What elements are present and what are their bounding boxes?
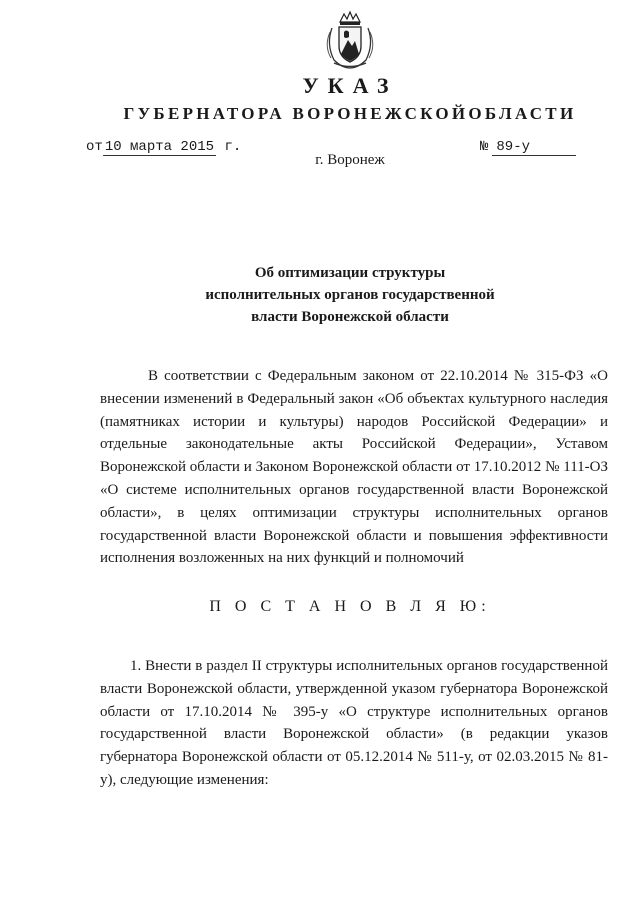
- number-symbol: №: [480, 139, 489, 155]
- document-subtitle: ГУБЕРНАТОРА ВОРОНЕЖСКОЙОБЛАСТИ: [123, 104, 577, 123]
- decree-subject: [0, 262, 640, 328]
- city-name: г. Воронеж: [315, 152, 385, 168]
- number-value: 89-у: [492, 140, 576, 156]
- preamble-paragraph: В соответствии с Федеральным законом от 22.10.2014 № 315-ФЗ «О внесении изменений в Федеральный закон «Об объектах культурного наследия (памятниках истории и культуры) народов Российской Федерации» и отдельные законодательные акты Российской Федерации», Уставом Воронежской области и Законом Воронежской области от 17.10.2012 № 111-ОЗ «О системе исполнительных органов государственной власти Воронежской области», в целях оптимизации структуры исполнительных органов государственной власти Воронежской области и повышения эффективности исполнения возложенных на них функций и полномочий: [100, 368, 608, 567]
- item-1-paragraph: 1. Внести в раздел II структуры исполнительных органов государственной власти Воронежской области, утвержденной указом губернатора Воронежской области от 17.10.2014 № 395-у «О структуре исполнительных органов государственной власти Воронежской области» (в редакции указов губернатора Воронежской области от 05.12.2014 № 511-у, от 02.03.2015 № 81-у), следующие изменения:: [100, 658, 608, 788]
- date-prefix: от: [86, 139, 103, 155]
- coat-of-arms-icon: [322, 10, 378, 70]
- subject-line: власти Воронежской области: [251, 309, 449, 325]
- subject-line: исполнительных органов государственной: [205, 287, 495, 303]
- document-title: УКАЗ: [302, 73, 398, 98]
- decree-word: П О С Т А Н О В Л Я Ю:: [209, 598, 491, 615]
- date-suffix: г.: [224, 139, 242, 155]
- date-value: 10 марта 2015: [104, 139, 215, 155]
- subject-line: Об оптимизации структуры: [254, 265, 446, 281]
